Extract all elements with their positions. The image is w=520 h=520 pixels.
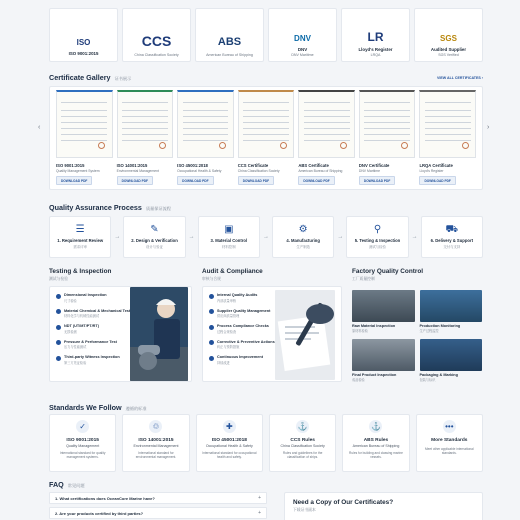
check-circle-icon — [56, 356, 61, 361]
gallery-title-cn: 证书展示 — [114, 76, 132, 81]
factory-photo-cn: 包装与标识 — [419, 378, 436, 382]
testing-list-item — [56, 355, 132, 365]
process-step-cn: 材料控制 — [222, 245, 236, 249]
process-step-name: 2. Design & Verification — [131, 238, 178, 243]
testing-list-item — [56, 340, 132, 350]
factory-photo-cn: 生产过程监控 — [419, 329, 439, 333]
testing-list-item — [56, 309, 132, 319]
standard-card — [49, 414, 116, 472]
document-text-line — [425, 110, 471, 111]
document-text-line — [183, 128, 229, 129]
document-text-line — [122, 122, 168, 123]
standard-card — [122, 414, 189, 472]
testing-title: Testing & Inspection — [49, 268, 112, 275]
list-item-title: Third-party Witness Inspection — [64, 355, 120, 360]
document-text-line — [61, 128, 107, 129]
check-circle-icon — [56, 294, 61, 299]
audit-list — [209, 293, 275, 365]
process-step-name: 5. Testing & Inspection — [354, 238, 401, 243]
factory-photo-card — [352, 290, 415, 336]
arrow-right-icon: → — [411, 234, 418, 240]
check-circle-icon — [56, 325, 61, 330]
standard-subtitle: American Bureau of Shipping — [352, 444, 400, 448]
faq-question: 1. What certifications does OceanCore Marine have? — [55, 495, 155, 501]
standard-description: Rules for building and classing marine vessels. — [349, 451, 403, 460]
document-text-line — [243, 102, 289, 103]
list-item-text — [217, 309, 270, 319]
certificate-document-thumbnail[interactable] — [238, 90, 295, 158]
gallery-item-name: ISO 45001:2018 — [177, 163, 208, 168]
list-item-cn: 过程合规检查 — [217, 329, 237, 334]
standards-grid — [49, 414, 483, 472]
process-step-cn: 测试与检验 — [369, 245, 386, 249]
document-text-line — [61, 134, 107, 135]
download-pdf-button[interactable]: DOWNLOAD PDF — [56, 176, 92, 185]
standard-subtitle: Quality Management — [66, 444, 100, 448]
standard-name: ABS Rules — [363, 438, 389, 443]
list-item-text — [64, 293, 107, 303]
list-item-title: Internal Quality Audits — [217, 293, 258, 297]
factory-photo-title: Packaging & Marking — [419, 373, 458, 377]
document-text-line — [425, 134, 471, 135]
list-item-cn: 内部质量审核 — [217, 298, 237, 303]
faq-title: FAQ — [49, 480, 64, 489]
qa-process-steps — [49, 216, 483, 258]
gallery-item-subtitle: Occupational Health & Safety — [177, 169, 222, 173]
list-item-title: Corrective & Preventive Actions — [217, 339, 275, 344]
list-item-cn: 纠正与预防措施 — [217, 345, 240, 350]
certificate-document-thumbnail[interactable] — [177, 90, 234, 158]
check-circle-icon — [209, 356, 214, 361]
standard-description: International standard for environmental management. — [135, 451, 177, 460]
gallery-prev-icon[interactable]: ‹ — [38, 124, 41, 131]
factory-photo-title: Raw Material Inspection — [352, 324, 396, 328]
seal-icon — [462, 142, 469, 149]
list-item-title: NDT (UT/MT/PT/RT) — [64, 324, 100, 329]
document-text-line — [183, 110, 229, 111]
gallery-item — [117, 90, 174, 186]
standard-icon: ⚓ — [297, 422, 308, 431]
document-text-line — [243, 134, 289, 135]
list-item-text — [64, 355, 120, 365]
process-step-name: 1. Requirement Review — [57, 238, 104, 243]
document-text-line — [304, 116, 350, 117]
cert-name: DNV — [297, 47, 308, 52]
abs-logo-icon: ABS — [217, 36, 242, 48]
certification-logos-row — [49, 8, 483, 62]
gallery-item-name: CCS Certificate — [237, 163, 269, 168]
document-text-line — [364, 110, 410, 111]
list-item-cn: 材料化学与机械性能测试 — [64, 314, 100, 319]
faq-item[interactable] — [49, 507, 267, 519]
gallery-item-subtitle: China Classification Society — [237, 169, 280, 173]
list-item-title: Dimensional Inspection — [64, 293, 107, 297]
document-text-line — [122, 116, 168, 117]
standard-name: More Standards — [431, 438, 468, 443]
faq-title-cn: 常见问题 — [67, 483, 85, 488]
cert-subtitle: SGS Verified — [438, 53, 459, 57]
document-text-line — [304, 128, 350, 129]
process-step — [346, 216, 418, 258]
faq-item[interactable] — [49, 492, 267, 504]
inspection-worker-photo — [130, 287, 188, 381]
gallery-title: Certificate Gallery — [49, 73, 111, 82]
standard-description: International standard for quality management systems. — [59, 451, 106, 460]
gallery-item — [359, 90, 416, 186]
process-title: Quality Assurance Process — [49, 203, 142, 212]
document-text-line — [364, 128, 410, 129]
list-item-title: Process Compliance Checks — [217, 324, 269, 329]
cert-subtitle: LRQA — [370, 53, 381, 57]
testing-list-item — [56, 324, 132, 334]
gallery-item-name: LRQA Certificate — [419, 163, 453, 168]
document-text-line — [425, 122, 471, 123]
process-step — [49, 216, 121, 258]
process-step-name: 6. Delivery & Support — [430, 238, 473, 243]
plus-icon[interactable]: + — [258, 510, 261, 516]
process-step-name: 4. Manufacturing — [286, 238, 320, 243]
testing-title-cn: 测试与检验 — [49, 276, 68, 281]
download-pdf-button[interactable]: DOWNLOAD PDF — [359, 176, 395, 185]
seal-icon — [340, 142, 347, 149]
list-item-title: Pressure & Performance Test — [64, 339, 117, 344]
document-text-line — [364, 122, 410, 123]
factory-photo-title: Production Monitoring — [419, 324, 461, 328]
dnv-logo-icon: DNV — [294, 34, 311, 43]
factory-photo-cn: 成品检验 — [352, 378, 365, 382]
document-text-line — [183, 116, 229, 117]
arrow-right-icon: → — [337, 234, 344, 240]
certificate-document-thumbnail[interactable] — [56, 90, 113, 158]
certificate-copy-card — [284, 492, 483, 520]
process-step-name: 3. Material Control — [210, 238, 248, 243]
download-pdf-button[interactable]: DOWNLOAD PDF — [177, 176, 213, 185]
standard-subtitle: Occupational Health & Safety — [205, 444, 253, 448]
document-text-line — [61, 110, 107, 111]
document-text-line — [304, 102, 350, 103]
factory-photo — [352, 339, 415, 371]
document-text-line — [122, 134, 168, 135]
document-text-line — [243, 116, 289, 117]
list-item-text — [64, 324, 99, 334]
document-text-line — [425, 128, 471, 129]
process-step-cn: 生产制造 — [296, 245, 310, 249]
view-all-certificates-link[interactable]: VIEW ALL CERTIFICATES › — [436, 76, 483, 80]
gallery-item — [177, 90, 234, 186]
process-step-cn: 设计与验证 — [146, 245, 163, 249]
gallery-heading — [49, 73, 131, 82]
standard-icon: ✓ — [76, 420, 89, 433]
factory-photo — [420, 290, 483, 322]
list-item-text — [217, 293, 257, 303]
certificate-gallery — [49, 86, 483, 190]
standards-heading — [49, 403, 147, 412]
standard-name: ISO 9001:2015 — [66, 438, 99, 443]
factory-grid — [352, 290, 482, 385]
cert-card-iso — [49, 8, 118, 62]
document-text-line — [304, 122, 350, 123]
factory-photo-title: Final Product Inspection — [352, 373, 397, 377]
standards-title: Standards We Follow — [49, 403, 122, 412]
document-text-line — [183, 102, 229, 103]
standard-card — [196, 414, 263, 472]
download-pdf-button[interactable]: DOWNLOAD PDF — [117, 176, 153, 185]
list-item-title: Supplier Quality Management — [217, 308, 271, 313]
certificate-document-thumbnail[interactable] — [117, 90, 174, 158]
cert-subtitle: DNV Maritime — [291, 53, 314, 57]
standard-icon: ⚓ — [370, 422, 381, 431]
plus-icon[interactable]: + — [258, 495, 261, 501]
standard-subtitle: Environmental Management — [133, 444, 179, 448]
document-text-line — [425, 102, 471, 103]
process-step-icon: ☰ — [75, 224, 85, 235]
list-item-title: Material Chemical & Mechanical Test — [64, 308, 131, 313]
document-text-line — [364, 102, 410, 103]
cert-subtitle: American Bureau of Shipping — [206, 53, 253, 57]
standard-subtitle: China Classification Society — [280, 444, 325, 448]
document-text-line — [122, 102, 168, 103]
factory-section — [352, 268, 423, 282]
audit-title: Audit & Compliance — [202, 268, 263, 275]
document-text-line — [304, 134, 350, 135]
audit-title-cn: 审核与合规 — [202, 276, 221, 281]
list-item-cn: 供应商质量管理 — [217, 314, 240, 319]
certificate-document-thumbnail[interactable] — [298, 90, 355, 158]
copy-card-subtitle: 下载证书副本 — [293, 508, 316, 512]
document-text-line — [122, 110, 168, 111]
list-item-text — [64, 309, 130, 319]
audit-list-item — [209, 355, 275, 365]
factory-photo — [352, 290, 415, 322]
check-circle-icon — [209, 309, 214, 314]
list-item-cn: 持续改进 — [217, 360, 230, 365]
standard-description: Rules and guidelines for the classification of ships. — [282, 451, 323, 460]
process-heading — [49, 203, 171, 212]
gallery-item-subtitle: Environmental Management — [116, 169, 159, 173]
cert-card-dnv — [268, 8, 337, 62]
testing-section — [49, 268, 131, 365]
factory-photo-card — [420, 339, 483, 385]
cert-card-sgs — [414, 8, 483, 62]
list-item-text — [217, 340, 275, 350]
process-step-icon: ▣ — [224, 224, 234, 235]
cert-card-lr — [341, 8, 410, 62]
document-text-line — [304, 110, 350, 111]
gallery-item-subtitle: Lloyd's Register — [419, 169, 444, 173]
list-item-title: Continuous Improvement — [217, 355, 263, 360]
standard-card — [269, 414, 336, 472]
document-text-line — [364, 134, 410, 135]
document-text-line — [61, 122, 107, 123]
document-text-line — [243, 122, 289, 123]
cert-subtitle: China Classification Society — [134, 53, 179, 57]
certificate-document-thumbnail[interactable] — [419, 90, 476, 158]
seal-icon — [219, 142, 226, 149]
certificate-document-thumbnail[interactable] — [359, 90, 416, 158]
document-text-line — [61, 102, 107, 103]
process-step-icon: ⛟ — [445, 224, 459, 235]
factory-photo-cn: 原材料检验 — [352, 329, 368, 333]
standard-card — [416, 414, 483, 472]
sgs-logo-icon: SGS — [440, 34, 457, 43]
ccs-logo-icon: CCS — [141, 33, 172, 49]
factory-photo — [420, 339, 483, 371]
standard-card — [342, 414, 409, 472]
list-item-cn: 尺寸检验 — [64, 298, 77, 303]
gallery-item — [56, 90, 113, 186]
factory-photo-card — [352, 339, 415, 385]
standard-description: Meet other applicable international standards. — [424, 447, 474, 456]
standard-icon: ✚ — [223, 420, 236, 433]
gallery-item — [238, 90, 295, 186]
document-text-line — [61, 116, 107, 117]
gallery-item-name: DNV Certificate — [358, 163, 390, 168]
process-title-cn: 质量保证流程 — [145, 206, 171, 211]
list-item-text — [217, 324, 269, 334]
gallery-item-subtitle: DNV Maritime — [358, 169, 380, 173]
check-circle-icon — [209, 294, 214, 299]
gallery-item — [419, 90, 476, 186]
gallery-item-subtitle: American Bureau of Shipping — [298, 169, 343, 173]
download-pdf-button[interactable]: DOWNLOAD PDF — [298, 176, 334, 185]
check-circle-icon — [209, 325, 214, 330]
list-item-text — [217, 355, 263, 365]
process-step-icon: ⚲ — [373, 224, 382, 235]
process-step-icon: ⚙ — [298, 224, 308, 235]
document-text-line — [122, 128, 168, 129]
document-text-line — [183, 134, 229, 135]
gallery-item-name: ABS Certificate — [298, 163, 329, 168]
check-circle-icon — [56, 309, 61, 314]
cert-card-ccs — [122, 8, 191, 62]
arrow-right-icon: → — [188, 234, 195, 240]
arrow-right-icon: → — [114, 234, 121, 240]
audit-list-item — [209, 340, 275, 350]
testing-list — [56, 293, 132, 365]
seal-icon — [280, 142, 287, 149]
iso-logo-icon: ISO — [76, 38, 91, 47]
cert-name: Lloyd's Register — [358, 47, 393, 52]
list-item-cn: 压力与性能测试 — [64, 345, 87, 350]
gallery-next-icon[interactable]: › — [487, 124, 490, 131]
cert-card-abs — [195, 8, 264, 62]
download-pdf-button[interactable]: DOWNLOAD PDF — [238, 176, 274, 185]
check-circle-icon — [56, 340, 61, 345]
process-step-cn: 需求评审 — [73, 245, 87, 249]
download-pdf-button[interactable]: DOWNLOAD PDF — [419, 176, 455, 185]
seal-icon — [159, 142, 166, 149]
standard-name: ISO 14001:2015 — [138, 438, 174, 443]
check-circle-icon — [209, 340, 214, 345]
factory-photo-card — [420, 290, 483, 336]
faq-question: 2. Are your products certified by third parties? — [55, 510, 144, 516]
gallery-item-name: ISO 9001:2015 — [56, 163, 85, 168]
audit-list-item — [209, 293, 275, 303]
standards-title-cn: 遵循的标准 — [125, 406, 147, 411]
audit-section — [202, 268, 275, 365]
document-text-line — [243, 110, 289, 111]
process-step — [123, 216, 195, 258]
gallery-item-name: ISO 14001:2015 — [116, 163, 148, 168]
list-item-text — [64, 340, 117, 350]
standard-name: ISO 45001:2018 — [211, 438, 247, 443]
audit-list-item — [209, 309, 275, 319]
seal-icon — [98, 142, 105, 149]
list-item-cn: 无损检测 — [64, 329, 77, 334]
faq-list — [49, 492, 267, 520]
standard-icon: ♲ — [149, 420, 162, 433]
document-text-line — [425, 116, 471, 117]
gallery-item — [298, 90, 355, 186]
cert-name: Audited Supplier — [430, 47, 467, 52]
seal-icon — [401, 142, 408, 149]
process-step — [272, 216, 344, 258]
factory-title-cn: 工厂质量控制 — [352, 276, 375, 281]
arrow-right-icon: → — [262, 234, 269, 240]
process-step — [421, 216, 483, 258]
list-item-cn: 第三方见证检验 — [64, 360, 87, 365]
standard-icon: ••• — [443, 420, 456, 433]
process-step — [198, 216, 269, 258]
testing-list-item — [56, 293, 132, 303]
standard-description: International standard for occupational health and safety. — [202, 451, 257, 460]
faq-heading — [49, 480, 85, 489]
copy-card-title: Need a Copy of Our Certificates? — [293, 499, 394, 506]
gallery-item-subtitle: Quality Management System — [56, 169, 100, 173]
document-text-line — [183, 122, 229, 123]
audit-documents-photo — [275, 290, 335, 380]
process-step-icon: ✎ — [150, 224, 159, 235]
standard-name: CCS Rules — [290, 438, 315, 443]
document-text-line — [364, 116, 410, 117]
factory-title: Factory Quality Control — [352, 268, 424, 275]
audit-list-item — [209, 324, 275, 334]
lr-logo-icon: LR — [367, 30, 384, 44]
process-step-cn: 交付与支持 — [443, 245, 461, 249]
document-text-line — [243, 128, 289, 129]
cert-name: ISO 9001:2015 — [68, 51, 99, 56]
